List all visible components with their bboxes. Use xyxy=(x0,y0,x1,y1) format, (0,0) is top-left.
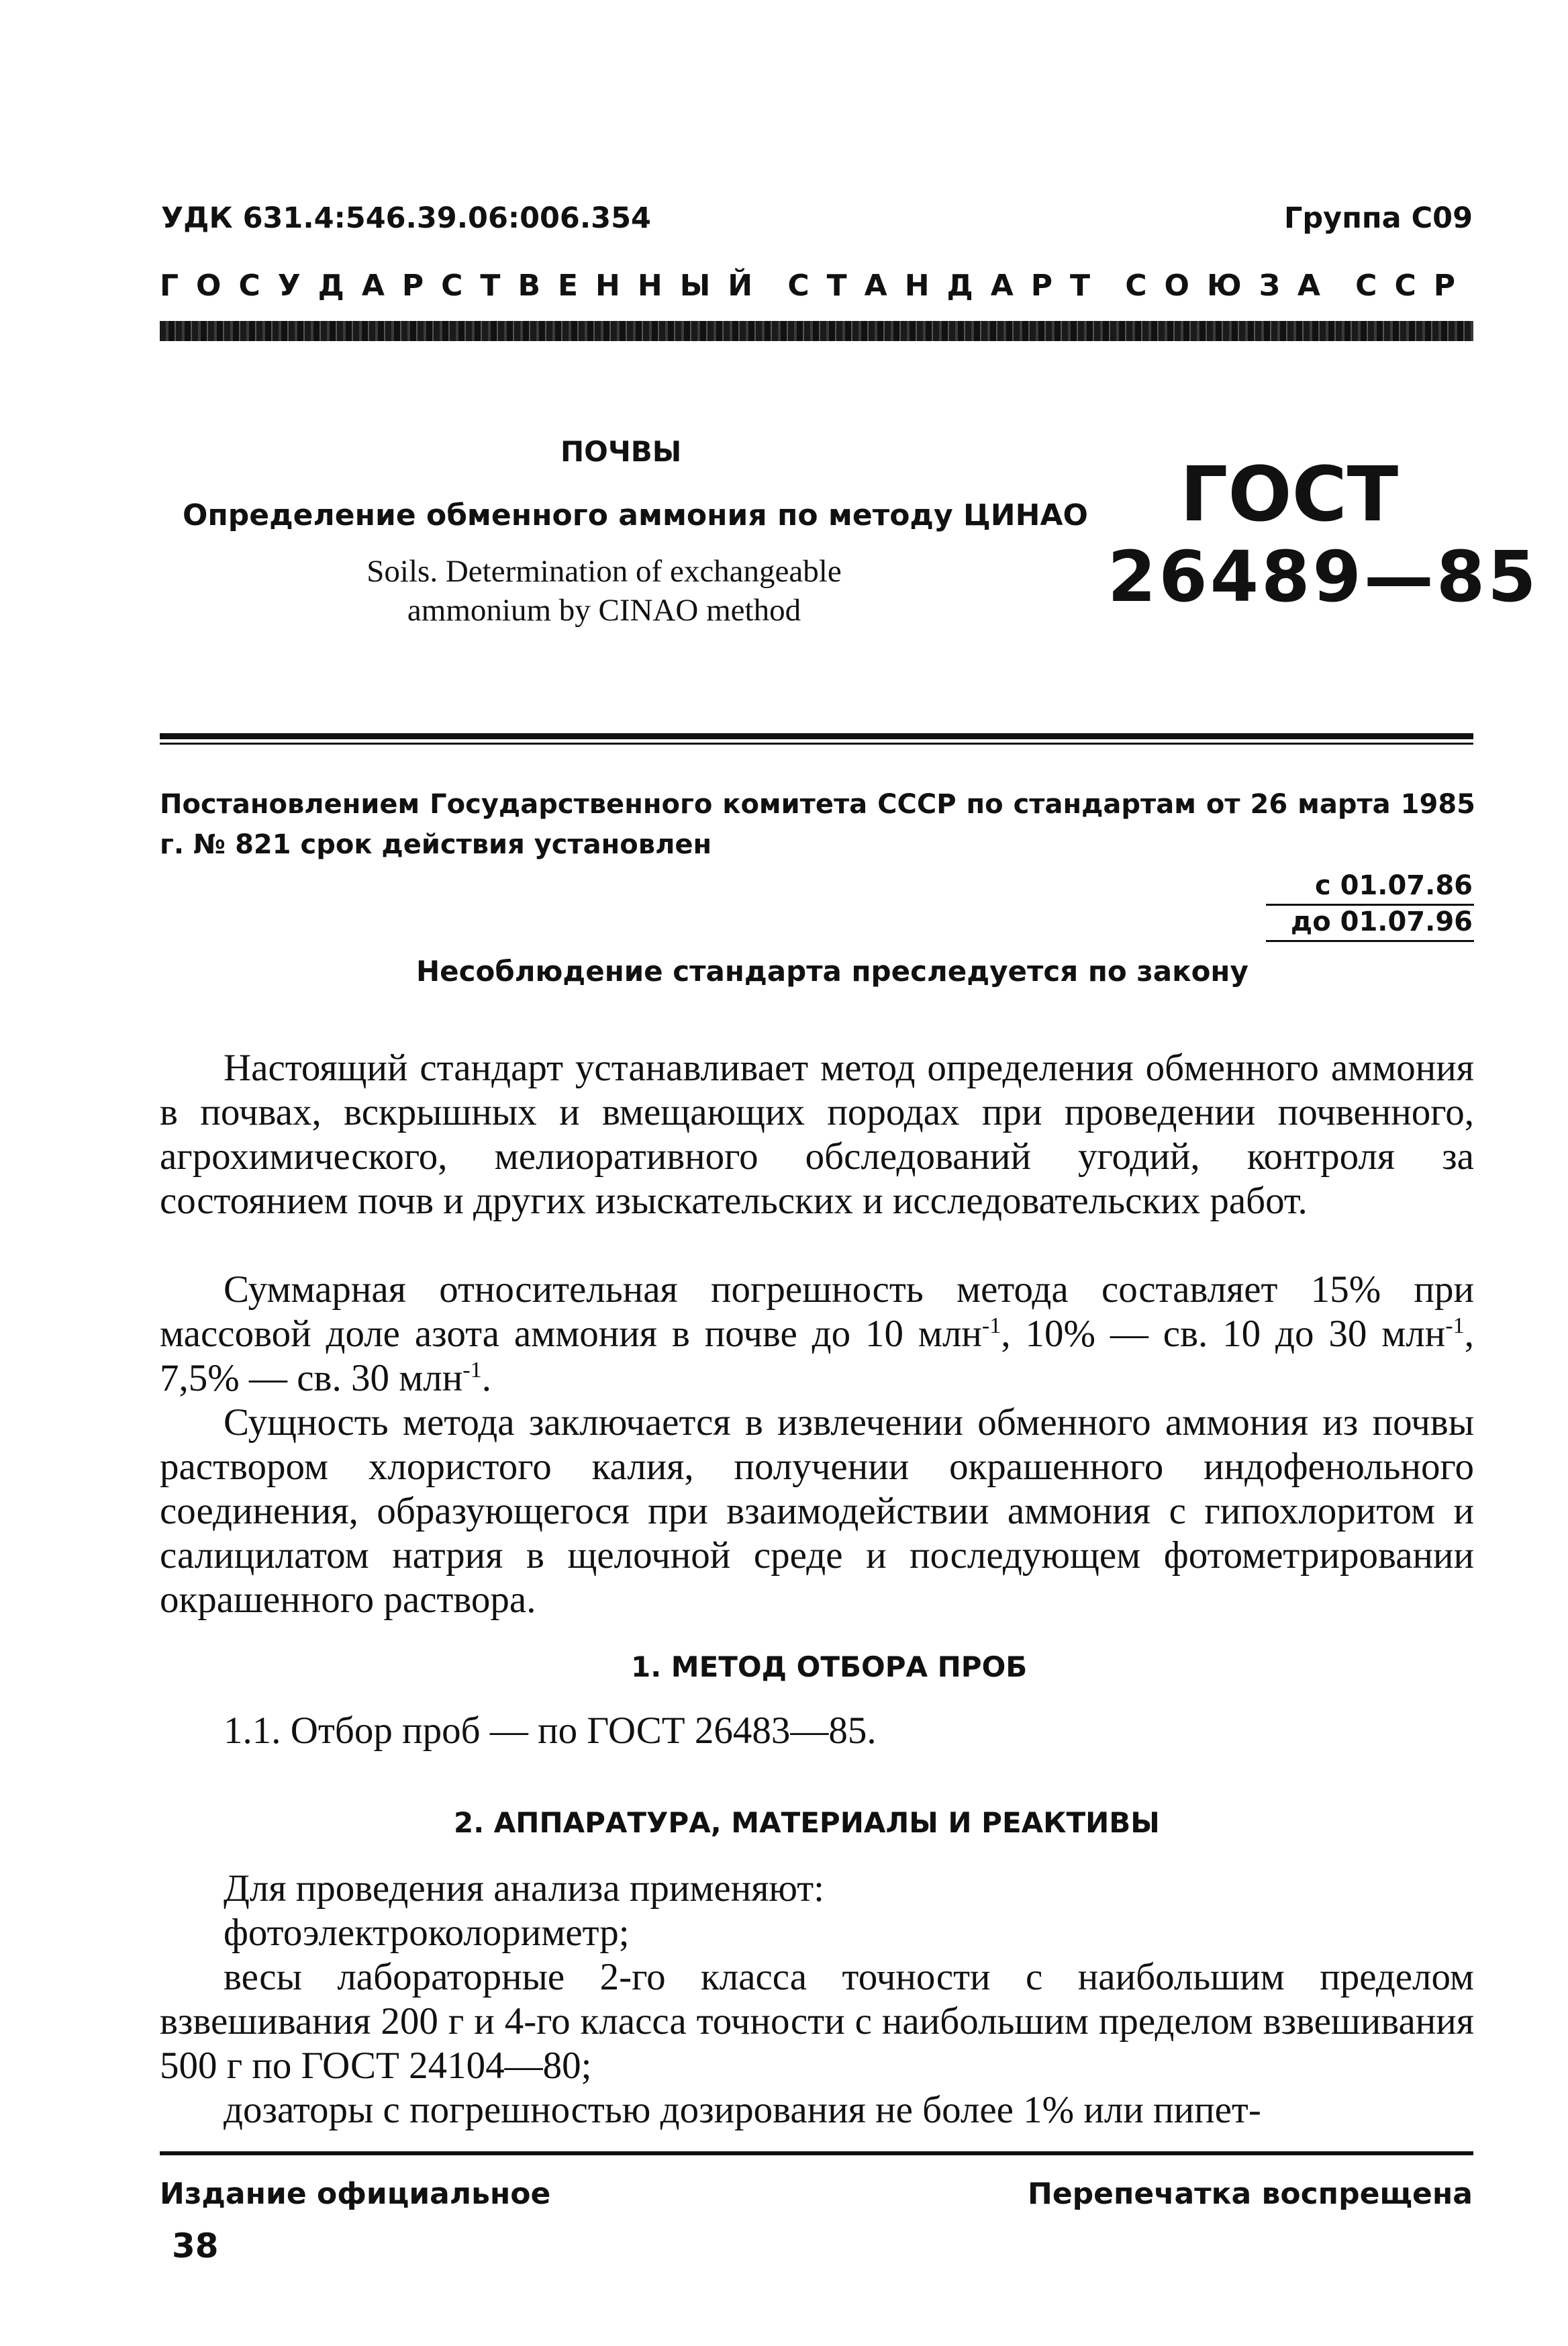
divider-thick xyxy=(160,733,1473,739)
header-band xyxy=(160,321,1473,341)
enforcement-notice: Несоблюдение стандарта преследуется по закону xyxy=(416,955,1248,988)
udk-code: УДК 631.4:546.39.06:006.354 xyxy=(161,201,651,235)
group-code: Группа С09 xyxy=(1283,201,1473,235)
error-text-c: , 7,5% — св. 30 млн xyxy=(160,1313,1474,1399)
paragraph-scope-text: Настоящий стандарт устанавливает метод определения обменного аммония в почвах, вскрышных и вмещающих породах при проведении почвенного, агрохимического, мелиоративного обследований угодий, контроля за состоянием почв и других изыскательских и исследовательских работ. xyxy=(160,1047,1474,1222)
footer-divider xyxy=(160,2151,1473,2155)
page-number: 38 xyxy=(172,2226,219,2265)
section-2-content xyxy=(160,1867,1474,2132)
paragraph-error xyxy=(160,1268,1474,1401)
subtitle-english xyxy=(268,552,940,630)
date-underline xyxy=(1266,940,1474,942)
error-text-b: , 10% — св. 10 до 30 млн xyxy=(1001,1313,1446,1355)
subtitle-english-line2: ammonium by CINAO method xyxy=(407,593,801,628)
paragraph-principle-text: Сущность метода заключается в извлечении обменного аммония из почвы раствором хлористого калия, получении окрашенного индофенольного соединения, образующегося при взаимодействии аммония с гипохлоритом и салицилатом натрия в щелочной среде и последующем фотометрировании окрашенного раствора. xyxy=(160,1401,1474,1621)
heading-word-1: ГОСУДАРСТВЕННЫЙ xyxy=(160,269,771,303)
error-text-a: Суммарная относительная погрешность метода составляет 15% при массовой доле азота аммония в почве до 10 млн xyxy=(160,1268,1474,1355)
paragraph-principle xyxy=(160,1401,1474,1622)
divider-thin xyxy=(160,743,1473,745)
valid-to: до 01.07.96 xyxy=(1290,906,1473,937)
section-2-item-colorimeter: фотоэлектроколориметр; xyxy=(224,1912,630,1954)
subtitle-russian: Определение обменного аммония по методу ЦИНАО xyxy=(183,498,1088,532)
date-divider xyxy=(1266,904,1474,906)
section-2-intro: Для проведения анализа применяют: xyxy=(224,1867,824,1910)
section-2-item-scales: весы лабораторные 2-го класса точности с наибольшим пределом взвешивания 200 г и 4-го класса точности с наибольшим пределом взвешивания 500 г по ГОСТ 24104—80; xyxy=(160,1956,1474,2087)
document-title: ПОЧВЫ xyxy=(560,435,682,468)
section-1-heading: 1. МЕТОД ОТБОРА ПРОБ xyxy=(631,1650,1028,1683)
footer-official-edition: Издание официальное xyxy=(160,2177,551,2211)
paragraph-error-text xyxy=(160,1268,1474,1401)
gost-label: ГОСТ xyxy=(1180,451,1399,538)
decree-text: Постановлением Государственного комитета СССР по стандартам от 26 марта 1985 г. № 821 срок действия установлен xyxy=(160,789,1475,860)
heading-word-2: СТАНДАРТ xyxy=(787,269,1108,303)
heading-word-3: СОЮЗА xyxy=(1125,269,1338,303)
subtitle-english-line1: Soils. Determination of exchangeable xyxy=(366,554,842,589)
error-text-end: . xyxy=(481,1357,491,1399)
section-1-item: 1.1. Отбор проб — по ГОСТ 26483—85. xyxy=(224,1709,877,1752)
valid-from: с 01.07.86 xyxy=(1314,870,1473,901)
superscript-1: -1 xyxy=(981,1313,1001,1338)
gost-number: 26489—85 xyxy=(1108,536,1539,618)
superscript-3: -1 xyxy=(462,1358,482,1382)
heading-word-4: ССР xyxy=(1355,269,1473,303)
superscript-2: -1 xyxy=(1445,1313,1465,1338)
section-2-item-dispensers: дозаторы с погрешностью дозирования не более 1% или пипет- xyxy=(224,2089,1261,2131)
paragraph-scope xyxy=(160,1046,1474,1223)
section-2-heading: 2. АППАРАТУРА, МАТЕРИАЛЫ И РЕАКТИВЫ xyxy=(454,1806,1160,1839)
footer-reprint-prohibited: Перепечатка воспрещена xyxy=(1028,2177,1473,2211)
standard-type-heading xyxy=(160,269,1473,303)
